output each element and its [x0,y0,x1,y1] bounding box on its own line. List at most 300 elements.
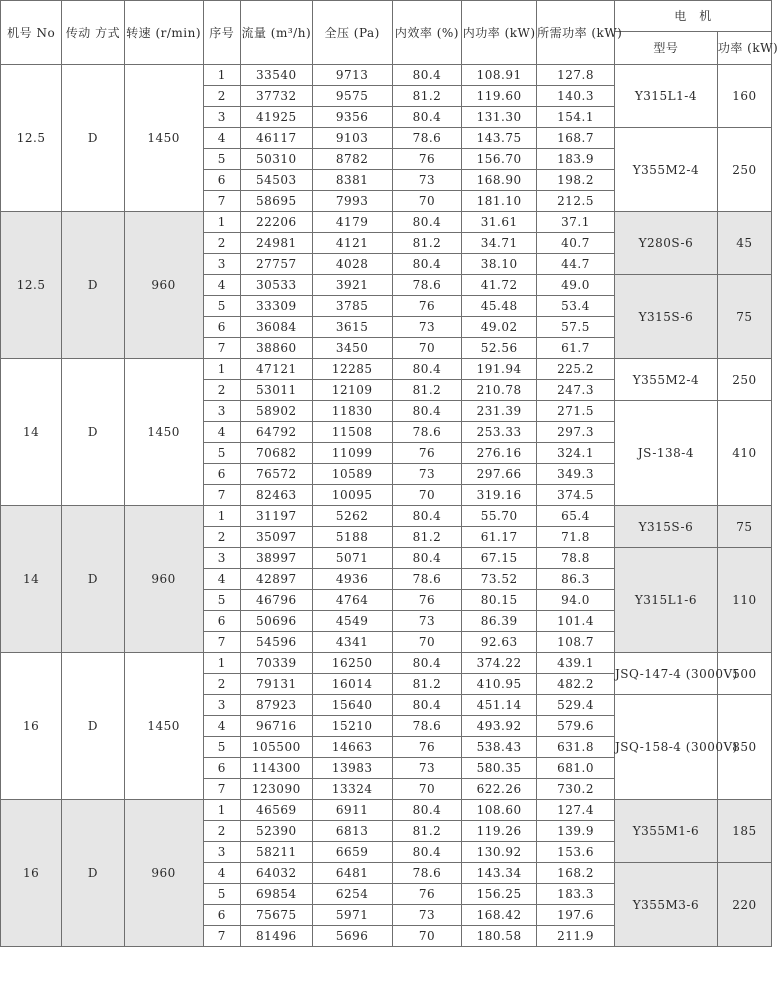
cell-flow: 35097 [240,527,312,548]
cell-motor-power: 850 [717,695,771,800]
cell-seq: 1 [203,212,240,233]
cell-motor-model: Y315S-6 [614,506,717,548]
cell-motor-power: 220 [717,863,771,947]
cell-seq: 4 [203,716,240,737]
table-row [1,653,772,674]
cell-motor-model: Y315L1-6 [614,548,717,653]
cell-motor-power: 500 [717,653,771,695]
cell-pressure: 16014 [312,674,392,695]
cell-flow: 54503 [240,170,312,191]
cell-efficiency: 78.6 [392,863,462,884]
cell-required-power: 247.3 [537,380,615,401]
cell-drive-method: D [62,65,124,212]
cell-required-power: 153.6 [537,842,615,863]
cell-flow: 69854 [240,884,312,905]
cell-flow: 27757 [240,254,312,275]
cell-speed: 1450 [124,653,203,800]
cell-inner-power: 52.56 [462,338,537,359]
cell-inner-power: 119.60 [462,86,537,107]
cell-pressure: 4764 [312,590,392,611]
cell-seq: 7 [203,926,240,947]
cell-flow: 41925 [240,107,312,128]
cell-required-power: 324.1 [537,443,615,464]
cell-pressure: 11508 [312,422,392,443]
cell-flow: 79131 [240,674,312,695]
cell-required-power: 225.2 [537,359,615,380]
cell-efficiency: 73 [392,758,462,779]
cell-inner-power: 108.60 [462,800,537,821]
cell-pressure: 13324 [312,779,392,800]
cell-inner-power: 61.17 [462,527,537,548]
cell-motor-model: Y355M3-6 [614,863,717,947]
cell-efficiency: 80.4 [392,107,462,128]
cell-seq: 2 [203,821,240,842]
header-inner-power: 内功率 (kW) [462,1,537,65]
cell-inner-power: 168.42 [462,905,537,926]
cell-inner-power: 45.48 [462,296,537,317]
cell-flow: 70339 [240,653,312,674]
cell-inner-power: 622.26 [462,779,537,800]
cell-required-power: 127.4 [537,800,615,821]
cell-efficiency: 80.4 [392,653,462,674]
cell-seq: 6 [203,905,240,926]
cell-motor-model: Y315S-6 [614,275,717,359]
cell-motor-model: Y355M2-4 [614,128,717,212]
cell-pressure: 6911 [312,800,392,821]
cell-inner-power: 410.95 [462,674,537,695]
cell-flow: 75675 [240,905,312,926]
cell-efficiency: 70 [392,632,462,653]
cell-efficiency: 73 [392,611,462,632]
cell-flow: 123090 [240,779,312,800]
cell-seq: 5 [203,296,240,317]
cell-inner-power: 119.26 [462,821,537,842]
cell-seq: 2 [203,380,240,401]
cell-seq: 4 [203,422,240,443]
cell-flow: 76572 [240,464,312,485]
header-motor-power: 功率 (kW) [717,32,771,65]
cell-efficiency: 80.4 [392,65,462,86]
cell-drive-method: D [62,359,124,506]
cell-seq: 3 [203,695,240,716]
table-body [1,65,772,947]
cell-efficiency: 80.4 [392,506,462,527]
cell-required-power: 198.2 [537,170,615,191]
cell-flow: 47121 [240,359,312,380]
cell-motor-power: 250 [717,359,771,401]
cell-inner-power: 253.33 [462,422,537,443]
cell-inner-power: 108.91 [462,65,537,86]
cell-efficiency: 81.2 [392,380,462,401]
header-motor: 电 机 [614,1,771,32]
cell-required-power: 65.4 [537,506,615,527]
cell-required-power: 271.5 [537,401,615,422]
cell-efficiency: 70 [392,485,462,506]
cell-inner-power: 580.35 [462,758,537,779]
cell-inner-power: 374.22 [462,653,537,674]
cell-seq: 3 [203,842,240,863]
cell-pressure: 7993 [312,191,392,212]
cell-required-power: 730.2 [537,779,615,800]
cell-efficiency: 73 [392,464,462,485]
cell-required-power: 61.7 [537,338,615,359]
cell-required-power: 127.8 [537,65,615,86]
cell-required-power: 439.1 [537,653,615,674]
cell-required-power: 579.6 [537,716,615,737]
cell-required-power: 168.7 [537,128,615,149]
cell-inner-power: 38.10 [462,254,537,275]
cell-inner-power: 191.94 [462,359,537,380]
cell-efficiency: 80.4 [392,254,462,275]
cell-seq: 4 [203,569,240,590]
cell-efficiency: 73 [392,170,462,191]
cell-seq: 2 [203,233,240,254]
cell-pressure: 10095 [312,485,392,506]
cell-seq: 3 [203,107,240,128]
cell-pressure: 4028 [312,254,392,275]
cell-seq: 1 [203,65,240,86]
table-row [1,506,772,527]
cell-flow: 22206 [240,212,312,233]
cell-seq: 5 [203,443,240,464]
cell-required-power: 86.3 [537,569,615,590]
cell-motor-model: JSQ-158-4 (3000V) [614,695,717,800]
cell-efficiency: 80.4 [392,212,462,233]
cell-pressure: 6659 [312,842,392,863]
cell-pressure: 4341 [312,632,392,653]
cell-speed: 1450 [124,359,203,506]
cell-efficiency: 78.6 [392,128,462,149]
cell-seq: 3 [203,548,240,569]
cell-required-power: 482.2 [537,674,615,695]
cell-drive-method: D [62,506,124,653]
cell-motor-power: 185 [717,800,771,863]
cell-flow: 64792 [240,422,312,443]
cell-pressure: 12285 [312,359,392,380]
cell-seq: 6 [203,611,240,632]
cell-flow: 38997 [240,548,312,569]
cell-inner-power: 156.70 [462,149,537,170]
cell-efficiency: 81.2 [392,821,462,842]
cell-drive-method: D [62,212,124,359]
cell-efficiency: 80.4 [392,842,462,863]
cell-seq: 5 [203,884,240,905]
cell-flow: 52390 [240,821,312,842]
cell-efficiency: 76 [392,443,462,464]
cell-efficiency: 81.2 [392,527,462,548]
cell-inner-power: 143.34 [462,863,537,884]
cell-flow: 58211 [240,842,312,863]
cell-flow: 53011 [240,380,312,401]
cell-inner-power: 181.10 [462,191,537,212]
table-row [1,359,772,380]
cell-efficiency: 70 [392,338,462,359]
cell-inner-power: 156.25 [462,884,537,905]
cell-inner-power: 538.43 [462,737,537,758]
cell-required-power: 631.8 [537,737,615,758]
cell-pressure: 5971 [312,905,392,926]
cell-flow: 37732 [240,86,312,107]
cell-efficiency: 78.6 [392,569,462,590]
cell-flow: 114300 [240,758,312,779]
cell-motor-model: Y355M1-6 [614,800,717,863]
cell-motor-model: JSQ-147-4 (3000V) [614,653,717,695]
cell-pressure: 3615 [312,317,392,338]
cell-flow: 46569 [240,800,312,821]
cell-required-power: 44.7 [537,254,615,275]
cell-motor-model: JS-138-4 [614,401,717,506]
cell-inner-power: 80.15 [462,590,537,611]
cell-required-power: 94.0 [537,590,615,611]
table-header [1,1,778,65]
cell-motor-power: 110 [717,548,771,653]
cell-flow: 58695 [240,191,312,212]
cell-inner-power: 55.70 [462,506,537,527]
cell-flow: 58902 [240,401,312,422]
cell-inner-power: 41.72 [462,275,537,296]
cell-efficiency: 70 [392,191,462,212]
cell-flow: 96716 [240,716,312,737]
cell-pressure: 6481 [312,863,392,884]
cell-efficiency: 76 [392,149,462,170]
cell-required-power: 183.3 [537,884,615,905]
cell-inner-power: 130.92 [462,842,537,863]
cell-flow: 36084 [240,317,312,338]
cell-required-power: 197.6 [537,905,615,926]
cell-pressure: 4936 [312,569,392,590]
header-efficiency: 内效率 (%) [392,1,462,65]
cell-seq: 7 [203,338,240,359]
cell-pressure: 8782 [312,149,392,170]
cell-efficiency: 78.6 [392,275,462,296]
cell-pressure: 11099 [312,443,392,464]
cell-required-power: 101.4 [537,611,615,632]
cell-seq: 6 [203,317,240,338]
header-required-power: 所需功率 (kW) [537,1,615,65]
cell-inner-power: 168.90 [462,170,537,191]
cell-efficiency: 80.4 [392,359,462,380]
cell-required-power: 139.9 [537,821,615,842]
cell-inner-power: 297.66 [462,464,537,485]
header-machine-no: 机号 No [1,1,62,65]
cell-seq: 7 [203,632,240,653]
cell-speed: 960 [124,212,203,359]
cell-pressure: 12109 [312,380,392,401]
cell-pressure: 5262 [312,506,392,527]
header-drive-method: 传动 方式 [62,1,124,65]
cell-pressure: 15210 [312,716,392,737]
cell-inner-power: 493.92 [462,716,537,737]
cell-required-power: 211.9 [537,926,615,947]
cell-drive-method: D [62,800,124,947]
cell-required-power: 681.0 [537,758,615,779]
cell-efficiency: 80.4 [392,800,462,821]
cell-inner-power: 276.16 [462,443,537,464]
cell-seq: 4 [203,275,240,296]
cell-motor-power: 45 [717,212,771,275]
cell-efficiency: 73 [392,905,462,926]
cell-required-power: 57.5 [537,317,615,338]
cell-machine-no: 16 [1,653,62,800]
cell-pressure: 5696 [312,926,392,947]
cell-pressure: 4179 [312,212,392,233]
cell-efficiency: 70 [392,779,462,800]
cell-seq: 1 [203,506,240,527]
cell-required-power: 40.7 [537,233,615,254]
cell-pressure: 13983 [312,758,392,779]
cell-efficiency: 78.6 [392,716,462,737]
cell-motor-model: Y280S-6 [614,212,717,275]
header-flow: 流量 (m³/h) [240,1,312,65]
cell-required-power: 349.3 [537,464,615,485]
cell-required-power: 374.5 [537,485,615,506]
cell-seq: 7 [203,485,240,506]
cell-flow: 70682 [240,443,312,464]
cell-pressure: 6813 [312,821,392,842]
table-row [1,65,772,86]
cell-inner-power: 319.16 [462,485,537,506]
cell-flow: 50310 [240,149,312,170]
cell-required-power: 183.9 [537,149,615,170]
cell-pressure: 9103 [312,128,392,149]
cell-pressure: 9575 [312,86,392,107]
cell-motor-power: 410 [717,401,771,506]
cell-seq: 5 [203,590,240,611]
cell-pressure: 4549 [312,611,392,632]
cell-motor-model: Y355M2-4 [614,359,717,401]
cell-required-power: 212.5 [537,191,615,212]
cell-required-power: 78.8 [537,548,615,569]
cell-flow: 33309 [240,296,312,317]
cell-seq: 3 [203,401,240,422]
cell-pressure: 16250 [312,653,392,674]
cell-machine-no: 16 [1,800,62,947]
cell-motor-power: 250 [717,128,771,212]
cell-required-power: 297.3 [537,422,615,443]
cell-flow: 24981 [240,233,312,254]
cell-flow: 105500 [240,737,312,758]
cell-flow: 33540 [240,65,312,86]
cell-machine-no: 12.5 [1,212,62,359]
cell-pressure: 8381 [312,170,392,191]
table-row [1,800,772,821]
cell-inner-power: 34.71 [462,233,537,254]
cell-required-power: 529.4 [537,695,615,716]
cell-motor-power: 160 [717,65,771,128]
cell-required-power: 168.2 [537,863,615,884]
cell-efficiency: 80.4 [392,548,462,569]
cell-seq: 5 [203,149,240,170]
cell-seq: 4 [203,863,240,884]
cell-pressure: 9356 [312,107,392,128]
header-motor-model: 型号 [614,32,717,65]
cell-efficiency: 81.2 [392,233,462,254]
cell-drive-method: D [62,653,124,800]
cell-inner-power: 49.02 [462,317,537,338]
cell-inner-power: 143.75 [462,128,537,149]
cell-seq: 6 [203,464,240,485]
cell-speed: 1450 [124,65,203,212]
cell-efficiency: 70 [392,926,462,947]
cell-pressure: 9713 [312,65,392,86]
cell-required-power: 53.4 [537,296,615,317]
cell-pressure: 15640 [312,695,392,716]
cell-inner-power: 180.58 [462,926,537,947]
cell-speed: 960 [124,800,203,947]
cell-seq: 7 [203,779,240,800]
cell-required-power: 140.3 [537,86,615,107]
cell-motor-power: 75 [717,275,771,359]
cell-speed: 960 [124,506,203,653]
cell-flow: 54596 [240,632,312,653]
cell-pressure: 3921 [312,275,392,296]
cell-required-power: 154.1 [537,107,615,128]
cell-inner-power: 31.61 [462,212,537,233]
cell-motor-model: Y315L1-4 [614,65,717,128]
cell-seq: 3 [203,254,240,275]
cell-machine-no: 12.5 [1,65,62,212]
cell-inner-power: 451.14 [462,695,537,716]
cell-efficiency: 81.2 [392,86,462,107]
cell-efficiency: 73 [392,317,462,338]
cell-required-power: 71.8 [537,527,615,548]
cell-required-power: 108.7 [537,632,615,653]
cell-pressure: 10589 [312,464,392,485]
cell-flow: 46117 [240,128,312,149]
cell-seq: 4 [203,128,240,149]
cell-flow: 42897 [240,569,312,590]
cell-inner-power: 131.30 [462,107,537,128]
cell-pressure: 14663 [312,737,392,758]
cell-pressure: 3450 [312,338,392,359]
cell-seq: 1 [203,800,240,821]
cell-flow: 87923 [240,695,312,716]
cell-seq: 2 [203,86,240,107]
cell-pressure: 3785 [312,296,392,317]
cell-flow: 64032 [240,863,312,884]
cell-inner-power: 92.63 [462,632,537,653]
cell-flow: 31197 [240,506,312,527]
cell-machine-no: 14 [1,359,62,506]
cell-inner-power: 210.78 [462,380,537,401]
cell-efficiency: 80.4 [392,401,462,422]
cell-seq: 2 [203,527,240,548]
cell-required-power: 37.1 [537,212,615,233]
cell-efficiency: 81.2 [392,674,462,695]
cell-seq: 7 [203,191,240,212]
cell-pressure: 11830 [312,401,392,422]
cell-inner-power: 67.15 [462,548,537,569]
cell-seq: 5 [203,737,240,758]
header-speed: 转速 (r/min) [124,1,203,65]
cell-efficiency: 78.6 [392,422,462,443]
cell-inner-power: 231.39 [462,401,537,422]
cell-efficiency: 76 [392,884,462,905]
cell-inner-power: 86.39 [462,611,537,632]
cell-flow: 30533 [240,275,312,296]
cell-seq: 6 [203,758,240,779]
cell-flow: 81496 [240,926,312,947]
cell-pressure: 5188 [312,527,392,548]
cell-machine-no: 14 [1,506,62,653]
cell-efficiency: 76 [392,590,462,611]
header-seq: 序号 [203,1,240,65]
cell-inner-power: 73.52 [462,569,537,590]
cell-pressure: 5071 [312,548,392,569]
cell-efficiency: 76 [392,737,462,758]
cell-motor-power: 75 [717,506,771,548]
header-pressure: 全压 (Pa) [312,1,392,65]
